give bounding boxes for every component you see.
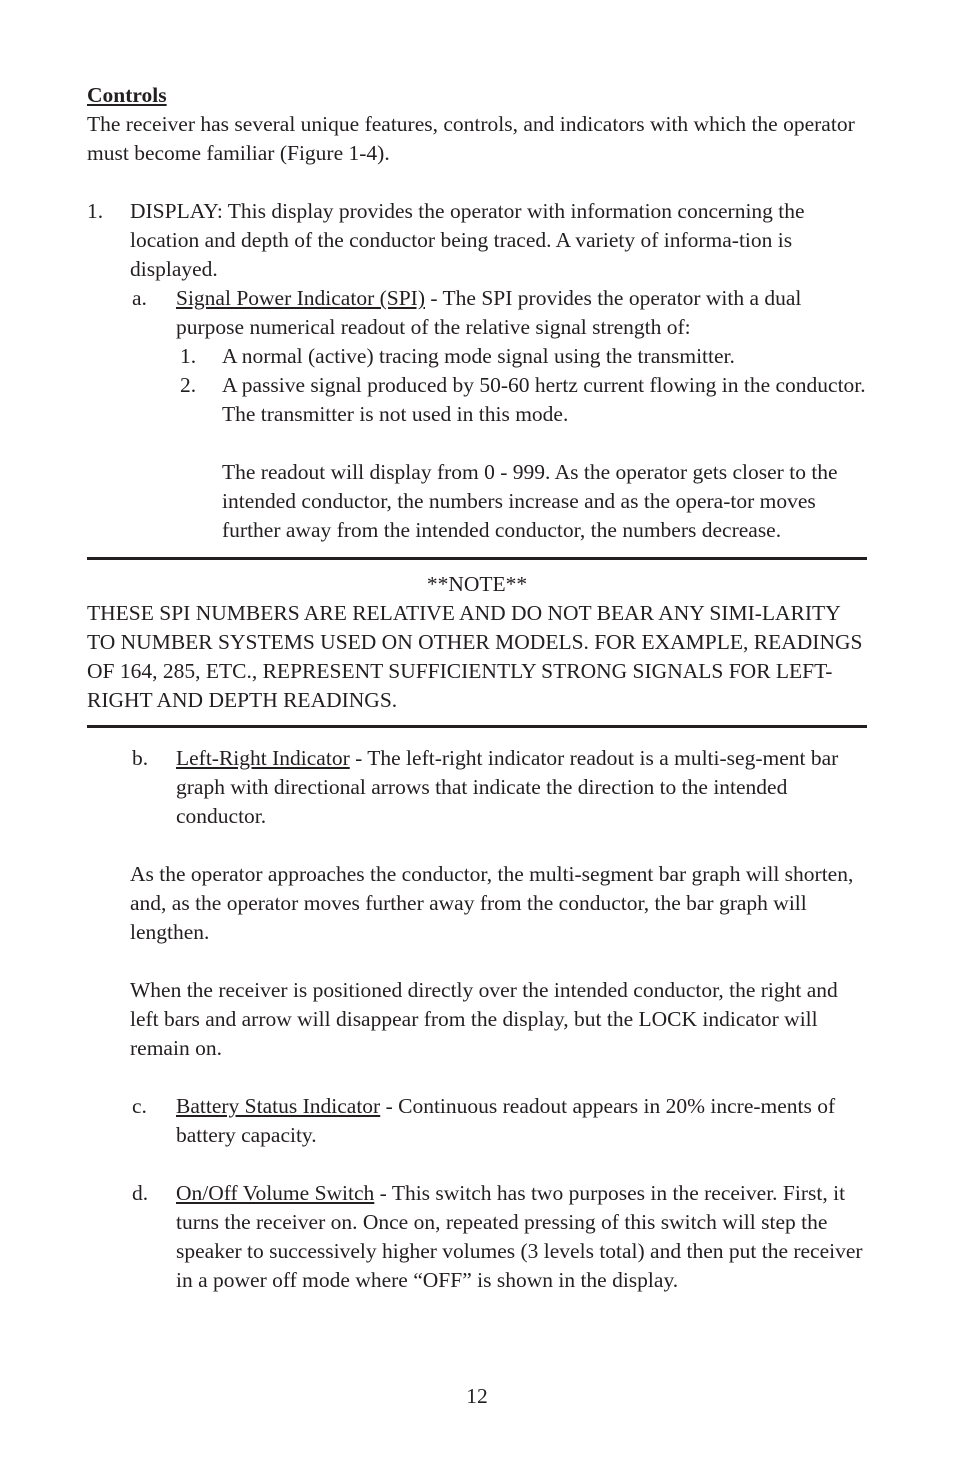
- left-right-title: Left-Right Indicator: [176, 746, 350, 770]
- battery-title: Battery Status Indicator: [176, 1094, 381, 1118]
- list-marker-c: c.: [132, 1094, 147, 1118]
- list-marker-d: d.: [132, 1181, 149, 1205]
- readout-paragraph-container: [222, 458, 867, 545]
- battery-description: [176, 1092, 867, 1150]
- page-number: 12: [466, 1384, 488, 1408]
- document-page: [87, 81, 867, 1295]
- bar-graph-paragraph: As the operator approaches the conductor, the multi-segment bar graph will shorten, and, as the operator moves further away from the conductor, the bar graph will lengthen.: [130, 862, 854, 944]
- list-item-a: [132, 284, 867, 342]
- volume-switch-description: [176, 1179, 867, 1295]
- left-right-description: [176, 744, 867, 831]
- spi-mode-active: A normal (active) tracing mode signal using the transmitter.: [222, 344, 735, 368]
- spi-description: [176, 284, 867, 342]
- list-marker-1: 1.: [87, 199, 104, 223]
- list-marker-b: b.: [132, 746, 149, 770]
- note-title: **NOTE**: [426, 572, 528, 596]
- list-item-a-1: [180, 342, 867, 371]
- section-heading: Controls: [87, 83, 167, 107]
- spi-mode-passive: A passive signal produced by 50-60 hertz current flowing in the conductor. The transmitter is not used in this mode.: [222, 373, 866, 426]
- lock-indicator-paragraph: When the receiver is positioned directly over the intended conductor, the right and left bars and arrow will disappear from the display, but the LOCK indicator will remain on.: [130, 978, 838, 1060]
- list-item-1: [87, 197, 867, 284]
- left-right-text: - The left-right indicator readout is a multi-seg-ment bar graph with directional arrows that indicate the direction to the intended conductor.: [176, 746, 839, 828]
- volume-switch-text: - This switch has two purposes in the receiver. First, it turns the receiver on. Once on, repeated pressing of this switch will step the speaker to successively higher volumes (3 levels total) and then put the receiver in a power off mode where “OFF” is shown in the display.: [176, 1181, 863, 1292]
- battery-text: - Continuous readout appears in 20% incre-ments of battery capacity.: [176, 1094, 836, 1147]
- note-body: THESE SPI NUMBERS ARE RELATIVE AND DO NOT BEAR ANY SIMI-LARITY TO NUMBER SYSTEMS USED ON OTHER MODELS. FOR EXAMPLE, READINGS OF 164, 285, ETC., REPRESENT SUFFICIENTLY STRONG SIGNALS FOR LEFT-RIGHT AND DEPTH READINGS.: [87, 601, 863, 712]
- list-marker-a-1: 1.: [180, 344, 197, 368]
- note-top-rule: [87, 557, 867, 560]
- readout-paragraph: The readout will display from 0 - 999. As the operator gets closer to the intended conductor, the numbers increase and as the opera-tor moves further away from the intended conductor, the numbers decrease.: [222, 460, 838, 542]
- list-marker-a-2: 2.: [180, 373, 197, 397]
- volume-switch-title: On/Off Volume Switch: [176, 1181, 375, 1205]
- list-item-d: [132, 1179, 867, 1295]
- list-item-b: [132, 744, 867, 831]
- display-description: DISPLAY: This display provides the operator with information concerning the location and depth of the conductor being traced. A variety of informa-tion is displayed.: [130, 199, 805, 281]
- list-marker-a: a.: [132, 286, 147, 310]
- list-item-a-2: [180, 371, 867, 429]
- intro-paragraph: The receiver has several unique features, controls, and indicators with which the operator must become familiar (Figure 1-4).: [87, 112, 855, 165]
- spi-text: - The SPI provides the operator with a dual purpose numerical readout of the relative signal strength of:: [176, 286, 802, 339]
- list-item-c: [132, 1092, 867, 1150]
- spi-title: Signal Power Indicator (SPI): [176, 286, 426, 310]
